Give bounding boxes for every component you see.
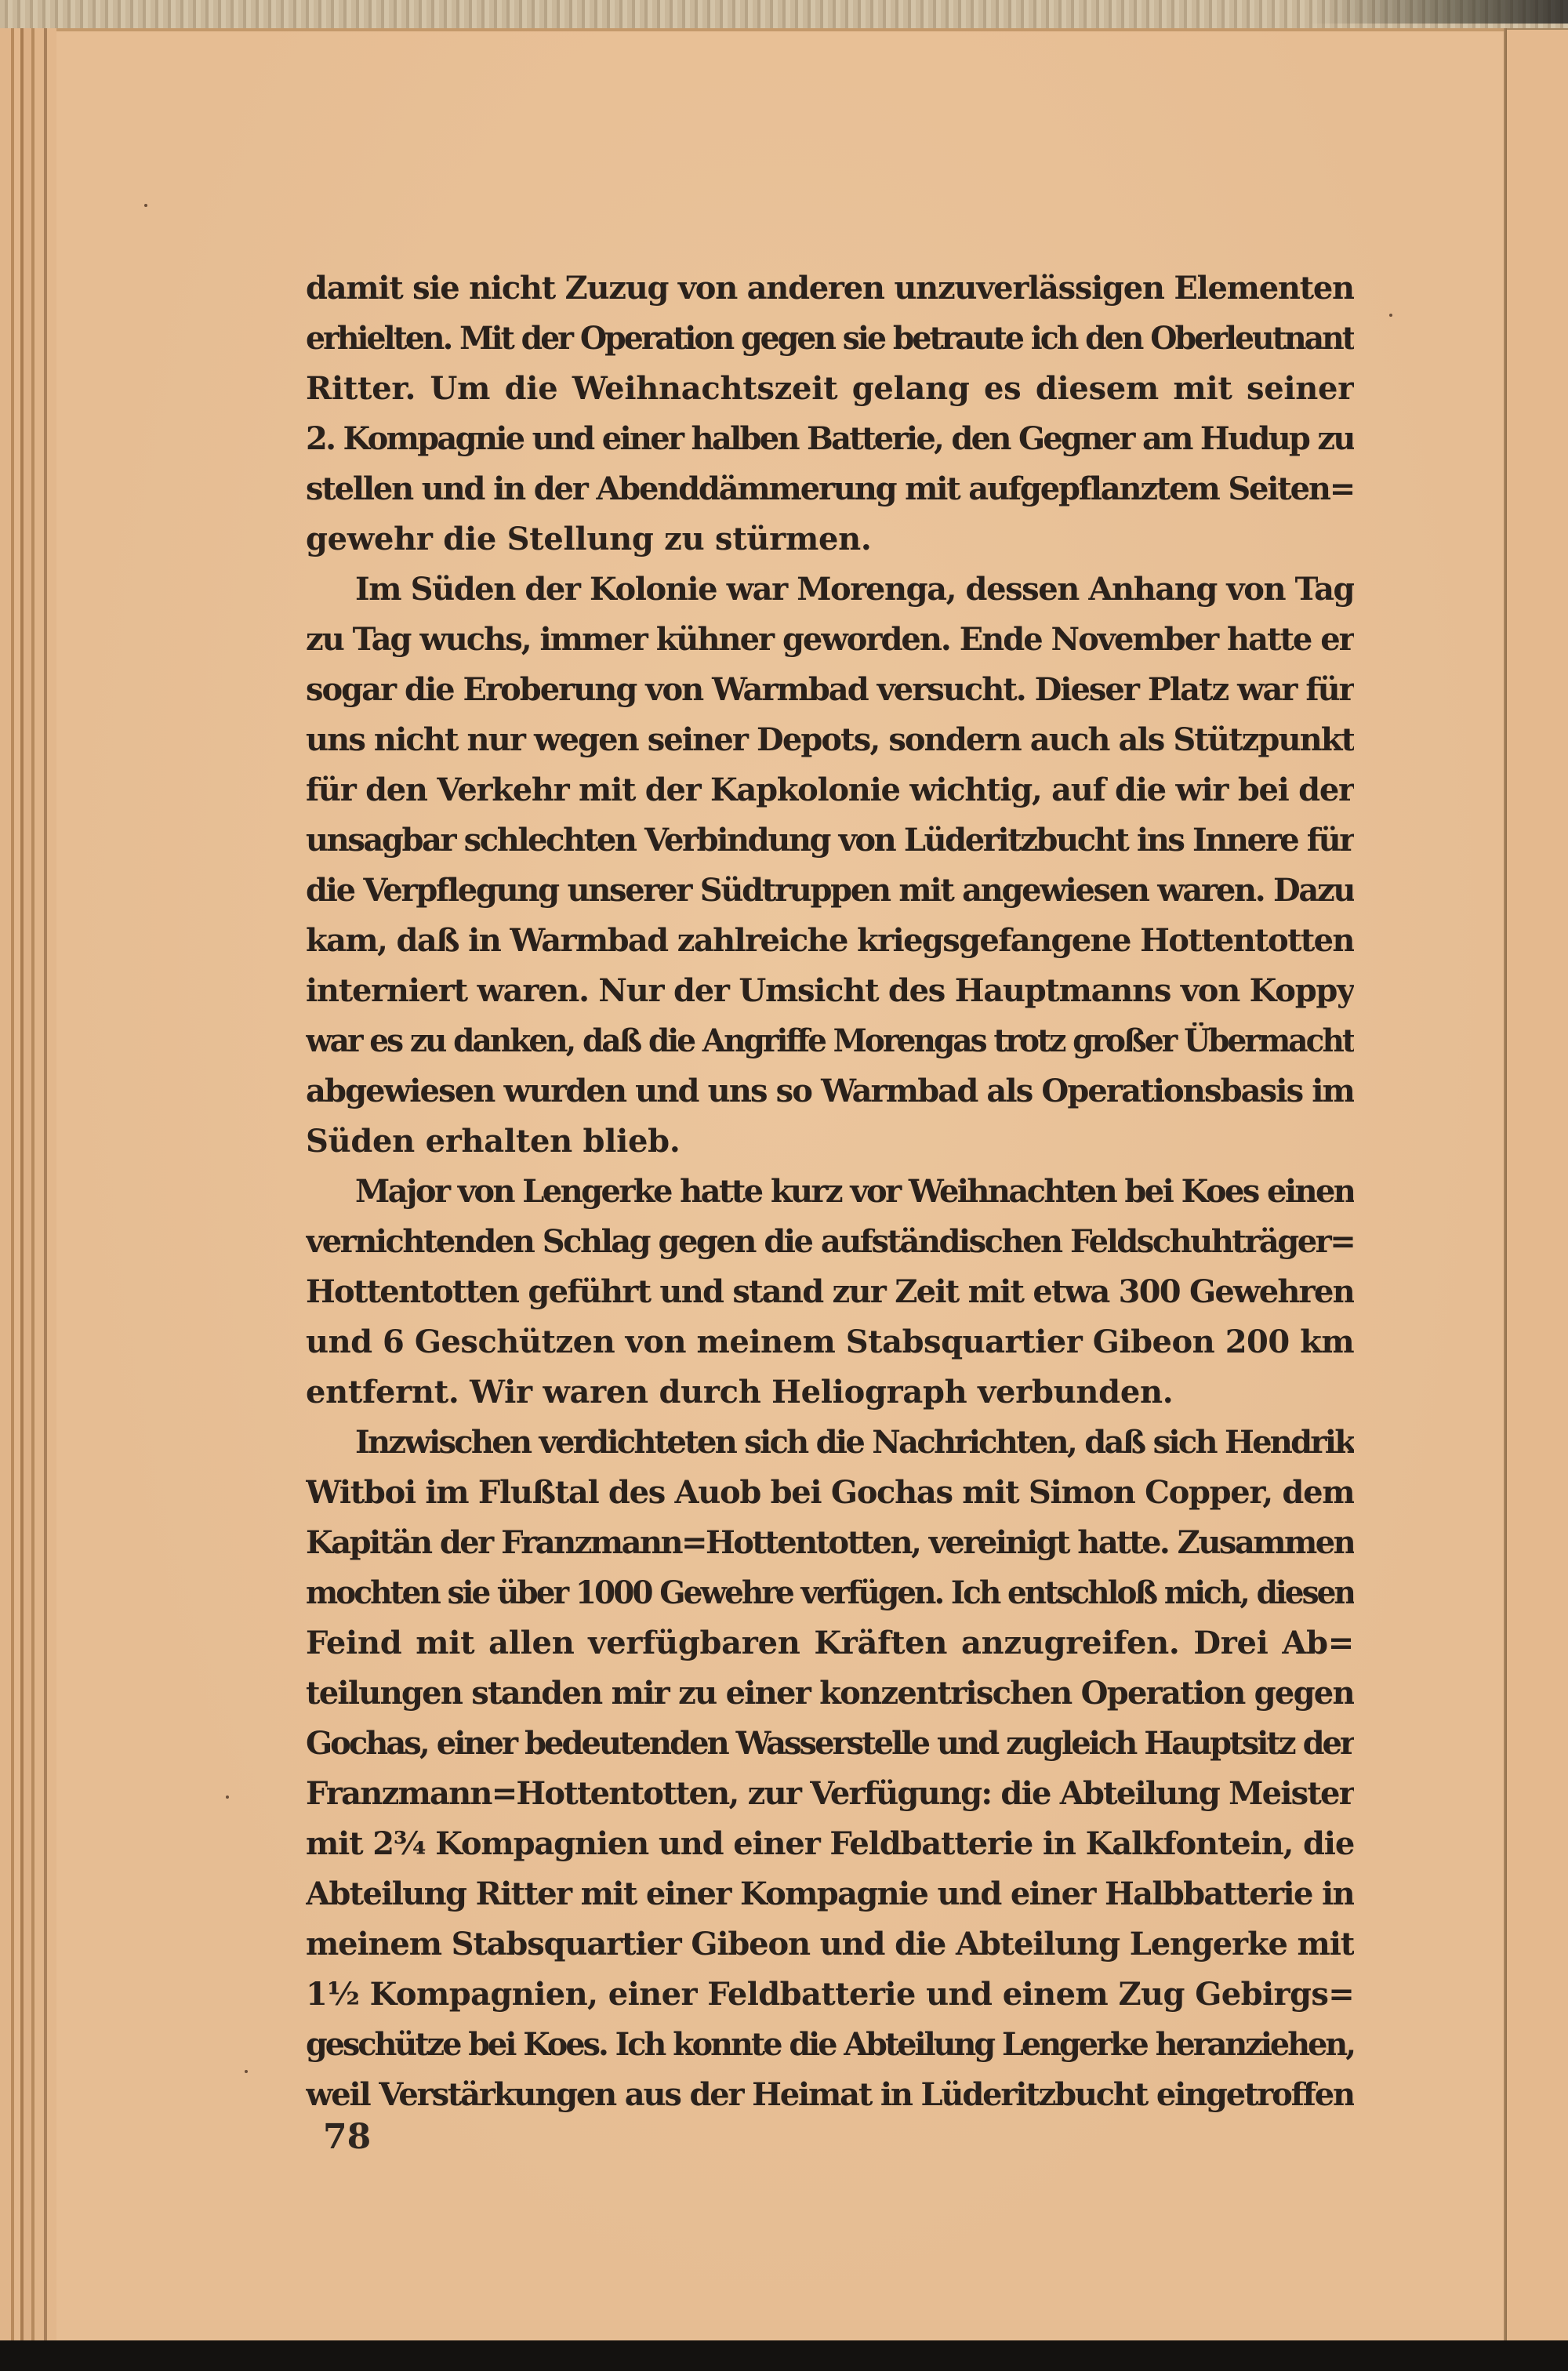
text-line: entfernt. Wir waren durch Heliograph verbunden.: [306, 1374, 1174, 1411]
text-line-box: [306, 765, 1354, 815]
text-line-box: [306, 514, 1354, 565]
text-line: 2. Kompagnie und einer halben Batterie, den Gegner am Hudup zu: [306, 420, 1354, 457]
paper-speck: [226, 1795, 229, 1799]
text-line: vernichtenden Schlag gegen die aufständischen Feldschuhträger=: [306, 1223, 1354, 1260]
text-line-box: [306, 665, 1354, 715]
text-line: und 6 Geschützen von meinem Stabsquartier Gibeon 200 km: [306, 1323, 1354, 1360]
text-line-box: [306, 1719, 1354, 1769]
text-line: Major von Lengerke hatte kurz vor Weihnachten bei Koes einen: [355, 1173, 1354, 1210]
text-line: stellen und in der Abenddämmerung mit aufgepflanztem Seiten=: [306, 470, 1354, 507]
text-line: erhielten. Mit der Operation gegen sie betraute ich den Oberleutnant: [306, 320, 1354, 357]
text-line: teilungen standen mir zu einer konzentrischen Operation gegen: [306, 1675, 1354, 1712]
text-line: interniert waren. Nur der Umsicht des Hauptmanns von Koppy: [306, 972, 1354, 1009]
text-line: zu Tag wuchs, immer kühner geworden. Ende November hatte er: [306, 621, 1354, 658]
text-line-box: [306, 866, 1354, 916]
text-line-box: [306, 715, 1354, 765]
text-line: die Verpflegung unserer Südtruppen mit angewiesen waren. Dazu: [306, 872, 1354, 909]
text-line-box: [306, 916, 1354, 966]
paragraph: [306, 1418, 1354, 2120]
text-line: weil Verstärkungen aus der Heimat in Lüderitzbucht eingetroffen: [306, 2076, 1354, 2113]
page-edges-left: [0, 28, 56, 2340]
body-text: [306, 263, 1354, 2120]
text-line: unsagbar schlechten Verbindung von Lüderitzbucht ins Innere für: [306, 822, 1354, 859]
page-fold-right: [1504, 28, 1507, 2340]
text-line: kam, daß in Warmbad zahlreiche kriegsgefangene Hottentotten: [306, 922, 1354, 959]
text-line-box: [306, 1819, 1354, 1869]
text-line: Hottentotten geführt und stand zur Zeit mit etwa 300 Gewehren: [306, 1273, 1354, 1310]
paper-speck: [1389, 314, 1392, 317]
text-line-box: [306, 1217, 1354, 1267]
text-line-box: [306, 263, 1354, 314]
text-line: Süden erhalten blieb.: [306, 1123, 681, 1160]
text-line: meinem Stabsquartier Gibeon und die Abteilung Lengerke mit: [306, 1926, 1354, 1963]
text-line: Im Süden der Kolonie war Morenga, dessen Anhang von Tag: [355, 571, 1354, 608]
paragraph: [306, 565, 1354, 1167]
text-line: Gochas, einer bedeutenden Wasserstelle und zugleich Hauptsitz der: [306, 1725, 1354, 1762]
text-line: Franzmann=Hottentotten, zur Verfügung: die Abteilung Meister: [306, 1775, 1354, 1812]
text-line: mit 2¾ Kompagnien und einer Feldbatterie in Kalkfontein, die: [306, 1825, 1354, 1862]
text-line: 1½ Kompagnien, einer Feldbatterie und einem Zug Gebirgs=: [306, 1976, 1354, 2013]
text-line-box: [306, 1317, 1354, 1367]
text-line-box: [306, 1367, 1354, 1418]
text-line-box: [306, 1518, 1354, 1568]
text-line: sogar die Eroberung von Warmbad versucht. Dieser Platz war für: [306, 671, 1354, 708]
text-line: Kapitän der Franzmann=Hottentotten, vereinigt hatte. Zusammen: [306, 1524, 1354, 1561]
text-line-box: [306, 1418, 1354, 1468]
text-line-box: [306, 464, 1354, 514]
text-line: Inzwischen verdichteten sich die Nachrichten, daß sich Hendrik: [355, 1424, 1354, 1461]
text-line-box: [306, 1167, 1354, 1217]
text-line: uns nicht nur wegen seiner Depots, sondern auch als Stützpunkt: [306, 721, 1354, 758]
text-line: gewehr die Stellung zu stürmen.: [306, 521, 872, 557]
page-number: 78: [323, 2117, 372, 2157]
text-line: für den Verkehr mit der Kapkolonie wichtig, auf die wir bei der: [306, 772, 1354, 808]
text-line: Feind mit allen verfügbaren Kräften anzugreifen. Drei Ab=: [306, 1625, 1354, 1661]
text-line: geschütze bei Koes. Ich konnte die Abteilung Lengerke heranziehen,: [306, 2026, 1354, 2063]
text-line-box: [306, 314, 1354, 364]
paper-speck: [245, 2070, 248, 2073]
paragraph: [306, 1167, 1354, 1418]
text-line-box: [306, 1869, 1354, 1919]
text-line: mochten sie über 1000 Gewehre verfügen. Ich entschloß mich, diesen: [306, 1574, 1354, 1611]
text-line-box: [306, 1618, 1354, 1668]
book-page: [56, 31, 1504, 2340]
page-top-edge: [56, 28, 1507, 31]
text-line: Abteilung Ritter mit einer Kompagnie und einer Halbbatterie in: [306, 1875, 1354, 1912]
text-line-box: [306, 565, 1354, 615]
text-line-box: [306, 966, 1354, 1016]
text-line-box: [306, 1016, 1354, 1066]
text-line-box: [306, 1970, 1354, 2020]
text-line-box: [306, 1919, 1354, 1970]
book-headband: [0, 0, 1568, 30]
text-line-box: [306, 615, 1354, 665]
text-line-box: [306, 364, 1354, 414]
text-line: Ritter. Um die Weihnachtszeit gelang es diesem mit seiner: [306, 370, 1354, 407]
text-line-box: [306, 2020, 1354, 2070]
text-line: Witboi im Flußtal des Auob bei Gochas mit Simon Copper, dem: [306, 1474, 1354, 1511]
text-line-box: [306, 1117, 1354, 1167]
text-line-box: [306, 414, 1354, 464]
text-line: war es zu danken, daß die Angriffe Morengas trotz großer Übermacht: [306, 1022, 1354, 1059]
text-line-box: [306, 2070, 1354, 2120]
text-line-box: [306, 1468, 1354, 1518]
text-line: damit sie nicht Zuzug von anderen unzuverlässigen Elementen: [306, 270, 1354, 307]
text-line-box: [306, 1668, 1354, 1719]
text-line-box: [306, 1769, 1354, 1819]
text-line-box: [306, 1267, 1354, 1317]
text-line-box: [306, 1066, 1354, 1117]
paper-speck: [144, 204, 147, 207]
text-line-box: [306, 815, 1354, 866]
text-line: abgewiesen wurden und uns so Warmbad als Operationsbasis im: [306, 1073, 1354, 1109]
paragraph: [306, 263, 1354, 565]
text-line-box: [306, 1568, 1354, 1618]
